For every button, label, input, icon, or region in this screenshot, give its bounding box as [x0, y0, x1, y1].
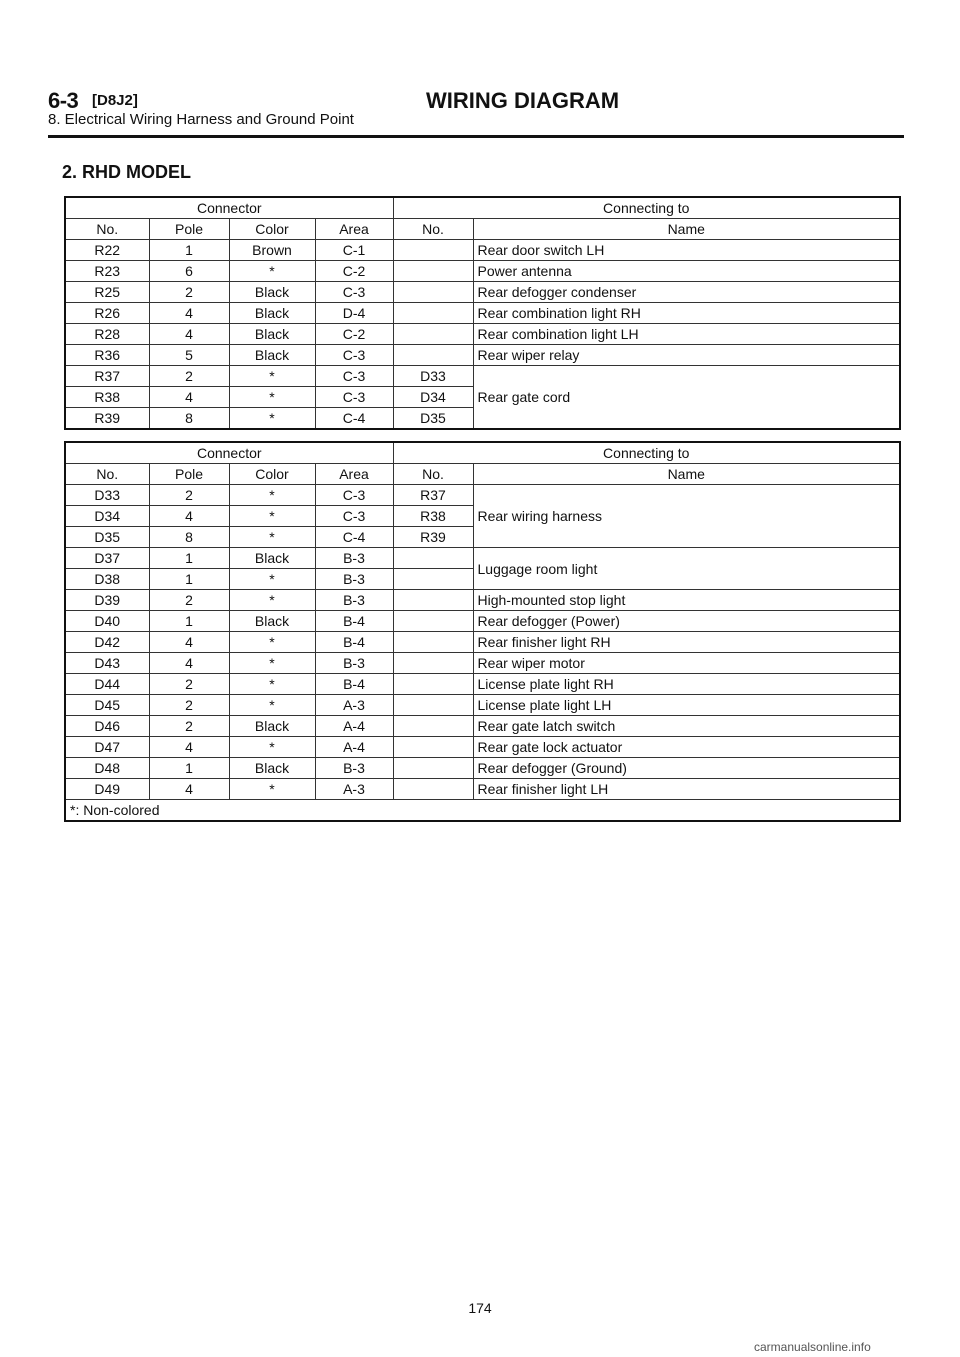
cell-name: Rear wiper relay [473, 345, 900, 366]
model-title: 2. RHD MODEL [62, 162, 192, 182]
table-row [65, 345, 900, 366]
cell-color: * [229, 632, 315, 653]
table-row [65, 653, 900, 674]
connector-table-r [64, 196, 901, 430]
cell-name: License plate light RH [473, 674, 900, 695]
cell-to-no: R39 [393, 527, 473, 548]
cell-pole: 2 [149, 366, 229, 387]
cell-to-no [393, 345, 473, 366]
cell-area: A-3 [315, 695, 393, 716]
cell-no: D44 [65, 674, 149, 695]
table-group-header [65, 442, 900, 464]
cell-no: R39 [65, 408, 149, 430]
cell-name: Rear wiring harness [473, 485, 900, 548]
cell-color: * [229, 737, 315, 758]
cell-area: B-3 [315, 569, 393, 590]
cell-pole: 8 [149, 408, 229, 430]
table-group-header [65, 197, 900, 219]
table-row [65, 240, 900, 261]
cell-to-no [393, 695, 473, 716]
cell-color: * [229, 408, 315, 430]
cell-area: C-3 [315, 485, 393, 506]
table-row [65, 716, 900, 737]
cell-to-no: R37 [393, 485, 473, 506]
page-header [48, 88, 904, 128]
cell-area: A-4 [315, 737, 393, 758]
cell-color: * [229, 261, 315, 282]
cell-color: Black [229, 758, 315, 779]
cell-area: D-4 [315, 303, 393, 324]
cell-area: C-2 [315, 261, 393, 282]
cell-to-no [393, 716, 473, 737]
cell-pole: 4 [149, 779, 229, 800]
cell-area: C-3 [315, 366, 393, 387]
section-subtitle: 8. Electrical Wiring Harness and Ground Point [48, 111, 354, 128]
cell-name: Rear defogger (Power) [473, 611, 900, 632]
connector-table-d [64, 441, 901, 822]
cell-color: * [229, 506, 315, 527]
cell-area: B-4 [315, 611, 393, 632]
cell-no: D42 [65, 632, 149, 653]
cell-area: C-4 [315, 527, 393, 548]
cell-area: C-1 [315, 240, 393, 261]
cell-pole: 1 [149, 569, 229, 590]
cell-name: Rear gate lock actuator [473, 737, 900, 758]
cell-no: R22 [65, 240, 149, 261]
cell-pole: 1 [149, 758, 229, 779]
cell-color: * [229, 569, 315, 590]
cell-pole: 1 [149, 240, 229, 261]
table-row [65, 590, 900, 611]
cell-pole: 1 [149, 548, 229, 569]
cell-pole: 4 [149, 387, 229, 408]
cell-no: R37 [65, 366, 149, 387]
header-to-no: No. [393, 219, 473, 240]
cell-pole: 6 [149, 261, 229, 282]
cell-name: Rear finisher light LH [473, 779, 900, 800]
cell-area: B-3 [315, 590, 393, 611]
cell-no: D37 [65, 548, 149, 569]
cell-pole: 5 [149, 345, 229, 366]
cell-no: D48 [65, 758, 149, 779]
table-row [65, 779, 900, 800]
cell-name: License plate light LH [473, 695, 900, 716]
cell-name: Rear door switch LH [473, 240, 900, 261]
cell-no: R36 [65, 345, 149, 366]
table-row [65, 548, 900, 569]
table-row [65, 632, 900, 653]
cell-color: Black [229, 548, 315, 569]
cell-pole: 4 [149, 632, 229, 653]
cell-to-no [393, 653, 473, 674]
cell-pole: 8 [149, 527, 229, 548]
cell-color: Black [229, 282, 315, 303]
cell-color: Black [229, 303, 315, 324]
cell-name: Rear combination light RH [473, 303, 900, 324]
cell-name: Rear defogger (Ground) [473, 758, 900, 779]
cell-name: Luggage room light [473, 548, 900, 590]
header-rule [48, 135, 904, 138]
table-row [65, 674, 900, 695]
cell-to-no [393, 240, 473, 261]
cell-name: Rear gate cord [473, 366, 900, 430]
table-row [65, 303, 900, 324]
cell-area: B-4 [315, 674, 393, 695]
cell-no: R23 [65, 261, 149, 282]
section-title: WIRING DIAGRAM [426, 88, 620, 113]
cell-to-no [393, 324, 473, 345]
cell-name: Rear finisher light RH [473, 632, 900, 653]
cell-to-no [393, 261, 473, 282]
cell-pole: 1 [149, 611, 229, 632]
cell-to-no [393, 674, 473, 695]
table-row [65, 324, 900, 345]
cell-color: * [229, 695, 315, 716]
table-row [65, 611, 900, 632]
table-row [65, 758, 900, 779]
cell-name: Power antenna [473, 261, 900, 282]
cell-color: * [229, 387, 315, 408]
cell-no: D38 [65, 569, 149, 590]
cell-no: R25 [65, 282, 149, 303]
cell-no: D40 [65, 611, 149, 632]
cell-color: Black [229, 611, 315, 632]
cell-no: D34 [65, 506, 149, 527]
cell-color: * [229, 653, 315, 674]
cell-to-no: D35 [393, 408, 473, 430]
cell-no: D49 [65, 779, 149, 800]
cell-area: B-3 [315, 758, 393, 779]
cell-area: C-3 [315, 282, 393, 303]
section-code: [D8J2] [92, 92, 138, 109]
cell-name: High-mounted stop light [473, 590, 900, 611]
cell-to-no: D33 [393, 366, 473, 387]
cell-name: Rear gate latch switch [473, 716, 900, 737]
table-note-row [65, 800, 900, 822]
cell-color: * [229, 590, 315, 611]
header-name: Name [473, 219, 900, 240]
cell-no: R26 [65, 303, 149, 324]
cell-to-no [393, 611, 473, 632]
cell-pole: 4 [149, 506, 229, 527]
page-number: 174 [468, 1300, 492, 1316]
cell-to-no [393, 590, 473, 611]
table-column-header [65, 219, 900, 240]
table-column-header [65, 464, 900, 485]
cell-no: D47 [65, 737, 149, 758]
table-row [65, 282, 900, 303]
cell-area: A-3 [315, 779, 393, 800]
cell-area: B-4 [315, 632, 393, 653]
cell-pole: 4 [149, 737, 229, 758]
cell-color: * [229, 779, 315, 800]
cell-pole: 2 [149, 674, 229, 695]
cell-color: Black [229, 716, 315, 737]
section-number: 6-3 [48, 88, 79, 113]
cell-area: C-3 [315, 345, 393, 366]
table-row [65, 261, 900, 282]
cell-color: * [229, 485, 315, 506]
cell-area: A-4 [315, 716, 393, 737]
header-name: Name [473, 464, 900, 485]
cell-name: Rear wiper motor [473, 653, 900, 674]
cell-area: C-4 [315, 408, 393, 430]
header-color: Color [229, 464, 315, 485]
cell-to-no [393, 779, 473, 800]
header-area: Area [315, 219, 393, 240]
cell-name: Rear combination light LH [473, 324, 900, 345]
cell-to-no [393, 632, 473, 653]
cell-color: * [229, 366, 315, 387]
header-area: Area [315, 464, 393, 485]
cell-no: D46 [65, 716, 149, 737]
cell-pole: 4 [149, 303, 229, 324]
header-connecting-to: Connecting to [393, 197, 900, 219]
cell-pole: 4 [149, 653, 229, 674]
header-pole: Pole [149, 219, 229, 240]
cell-color: Black [229, 345, 315, 366]
cell-to-no [393, 569, 473, 590]
table-row [65, 737, 900, 758]
table-note: *: Non-colored [65, 800, 900, 822]
cell-no: R28 [65, 324, 149, 345]
cell-pole: 2 [149, 695, 229, 716]
cell-color: Brown [229, 240, 315, 261]
cell-pole: 2 [149, 716, 229, 737]
header-connector: Connector [65, 197, 393, 219]
cell-to-no: D34 [393, 387, 473, 408]
table-row [65, 485, 900, 506]
header-connector: Connector [65, 442, 393, 464]
cell-area: C-3 [315, 506, 393, 527]
cell-pole: 2 [149, 485, 229, 506]
cell-area: B-3 [315, 548, 393, 569]
cell-color: Black [229, 324, 315, 345]
cell-to-no [393, 282, 473, 303]
cell-pole: 2 [149, 282, 229, 303]
header-no: No. [65, 464, 149, 485]
header-to-no: No. [393, 464, 473, 485]
cell-to-no [393, 737, 473, 758]
cell-area: C-2 [315, 324, 393, 345]
header-color: Color [229, 219, 315, 240]
cell-color: * [229, 527, 315, 548]
cell-to-no: R38 [393, 506, 473, 527]
cell-to-no [393, 303, 473, 324]
cell-area: C-3 [315, 387, 393, 408]
cell-name: Rear defogger condenser [473, 282, 900, 303]
cell-no: D33 [65, 485, 149, 506]
cell-no: D39 [65, 590, 149, 611]
cell-no: R38 [65, 387, 149, 408]
cell-no: D43 [65, 653, 149, 674]
cell-pole: 2 [149, 590, 229, 611]
cell-color: * [229, 674, 315, 695]
watermark: carmanualsonline.info [754, 1340, 871, 1354]
cell-area: B-3 [315, 653, 393, 674]
header-pole: Pole [149, 464, 229, 485]
cell-to-no [393, 758, 473, 779]
cell-to-no [393, 548, 473, 569]
header-connecting-to: Connecting to [393, 442, 900, 464]
table-row [65, 695, 900, 716]
table-row [65, 366, 900, 387]
cell-no: D45 [65, 695, 149, 716]
cell-pole: 4 [149, 324, 229, 345]
header-no: No. [65, 219, 149, 240]
cell-no: D35 [65, 527, 149, 548]
